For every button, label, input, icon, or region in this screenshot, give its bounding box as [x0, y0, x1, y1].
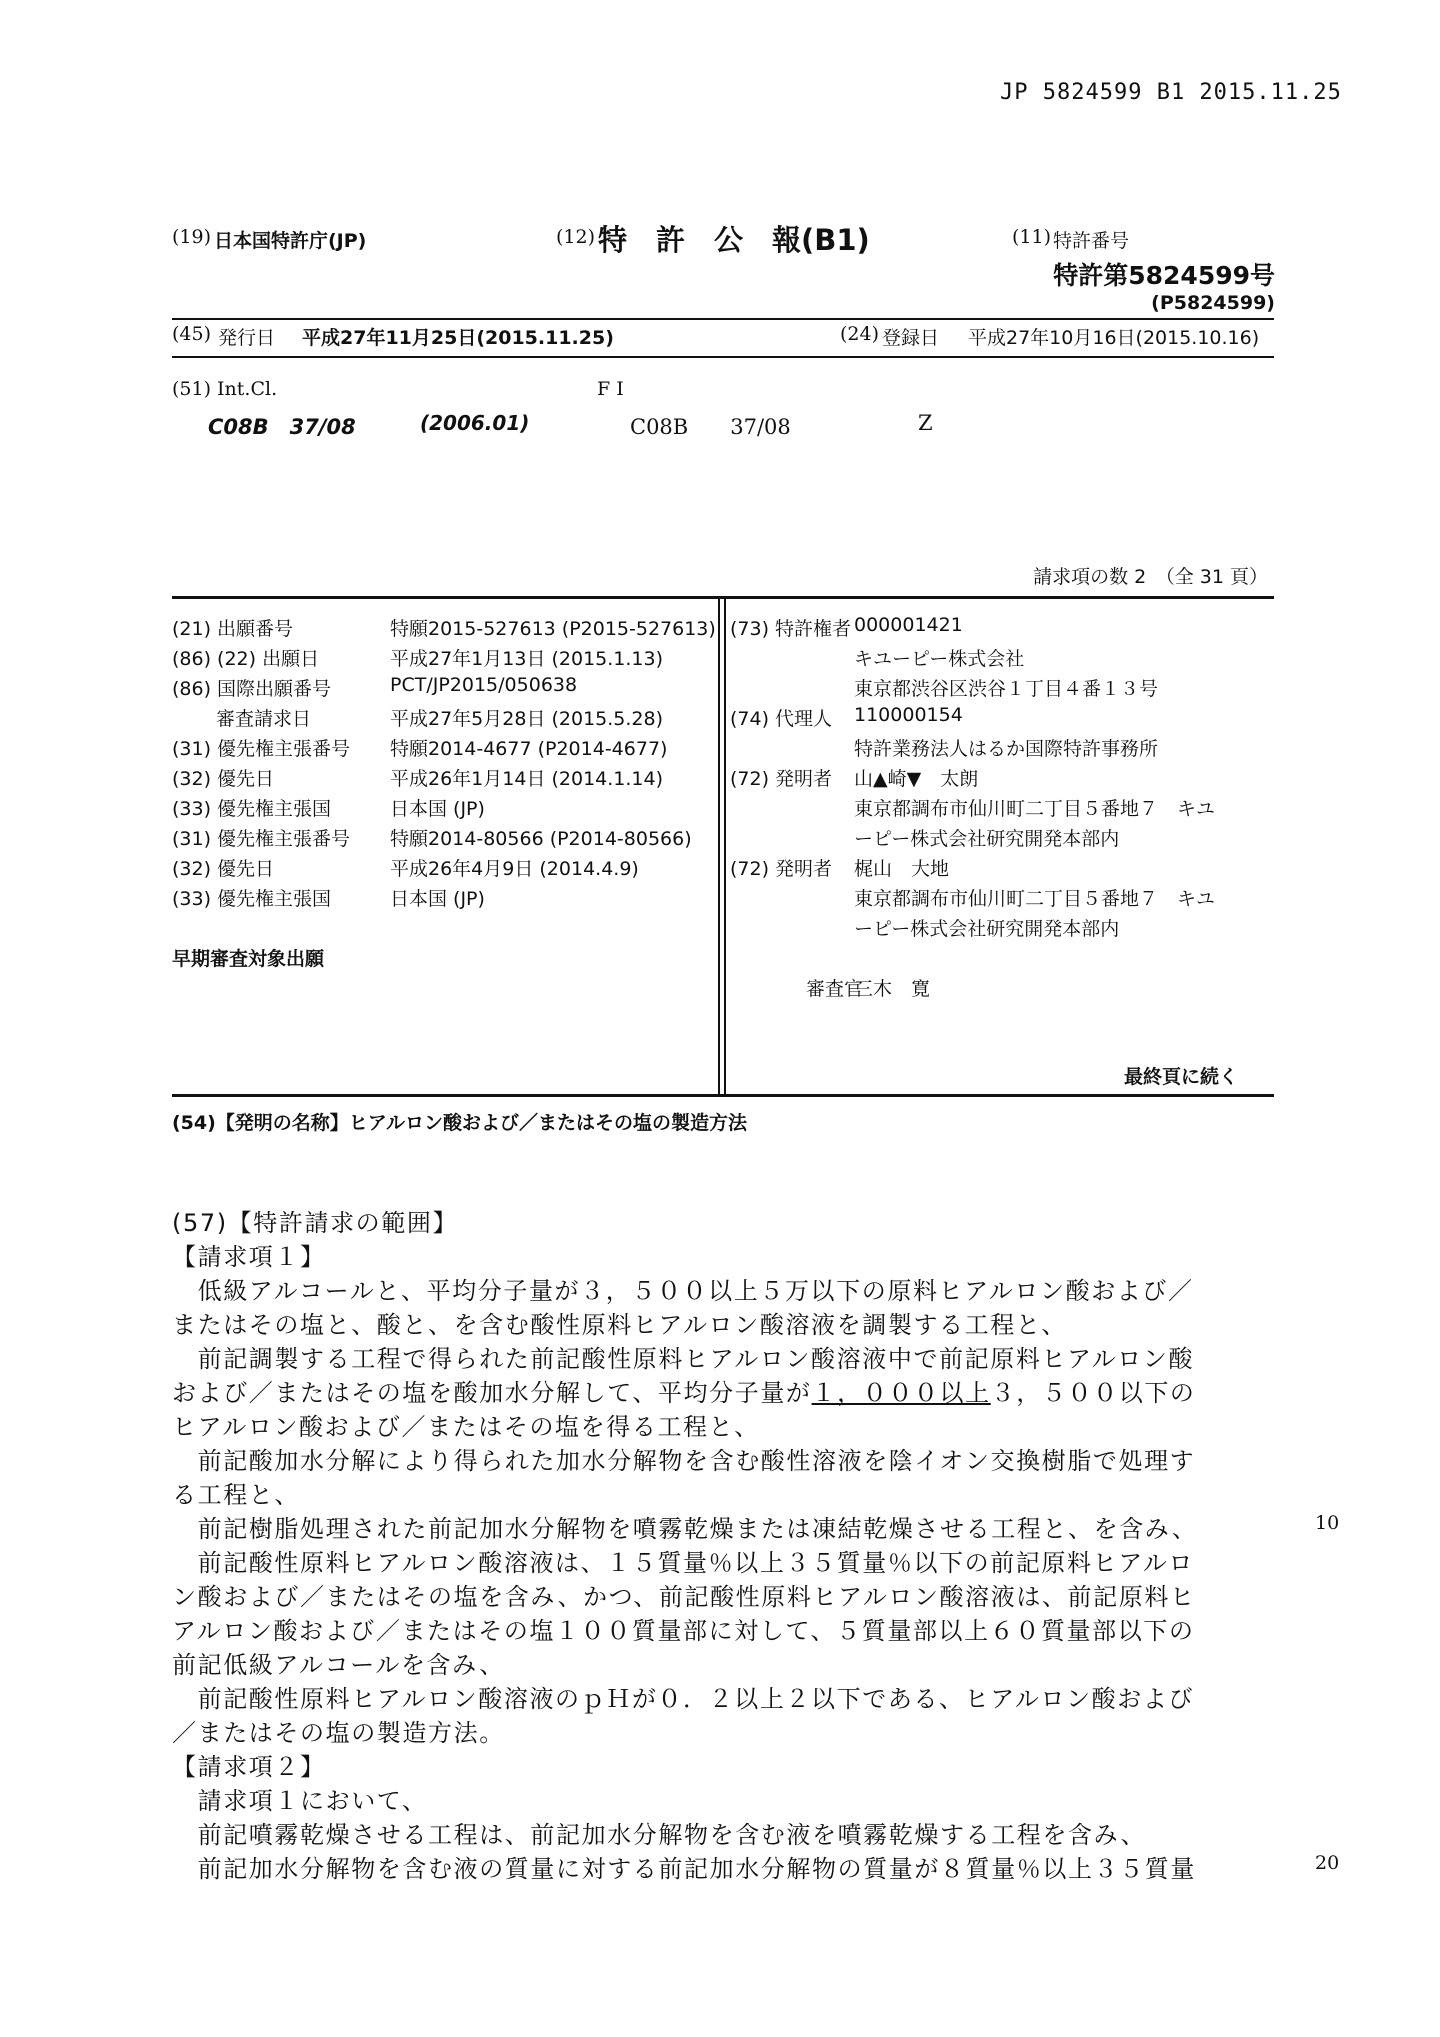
- claim-line: 前記調製する工程で得られた前記酸性原料ヒアルロン酸溶液中で前記原料ヒアルロン酸: [172, 1345, 1195, 1373]
- bib-left: (21) 出願番号 特願2015-527613 (P2015-527613) (86) (22) 出願日 平成27年1月13日 (2015.1.13) (86) 国際出願番号 PCT/JP2015/050638 審査請求日 平成27年5月28日 (2015.5.28) (31) 優先権主張番号 特願2014-4677 (P2014-4677) (32) 優先日 平成26年1月14日 (2014.1.14) (33) 優先権主張国 日本国 (JP) (31) 優先権主張番号 特願2014-80566 (P2014-80566) (32) 優先日 平成26年4月9日 (2014.4.9) (33) 優先権主張国 日本国 (JP): [172, 618, 716, 910]
- fi-label: F I: [597, 378, 624, 400]
- continued-note: 最終頁に続く: [1123, 1066, 1238, 1088]
- claim-line: アルロン酸および／またはその塩１００質量部に対して、５質量部以上６０質量部以下の: [172, 1617, 1195, 1645]
- claim-line: 請求項１において、: [172, 1787, 428, 1815]
- patent-number-label: 特許番号: [1053, 230, 1130, 252]
- intcl-version: (2006.01): [420, 411, 530, 435]
- fi-suffix: Z: [918, 411, 933, 435]
- claim-line: ／またはその塩の製造方法。: [172, 1719, 505, 1747]
- office-name: 日本国特許庁(JP): [214, 230, 367, 252]
- claim-line: [172, 1373, 1196, 1408]
- line-number-20: 20: [1315, 1852, 1340, 1874]
- claim-line-part: および／またはその塩を酸加水分解して、平均分子量が: [172, 1379, 812, 1407]
- line-number-10: 10: [1315, 1512, 1340, 1534]
- claim-1-heading: 【請求項１】: [172, 1243, 326, 1271]
- patent-number: 特許第5824599号: [1053, 261, 1275, 290]
- claims-count: 請求項の数 2 （全 31 頁）: [1033, 566, 1268, 588]
- divider-title: [172, 318, 1274, 320]
- claim-line: ヒアルロン酸および／またはその塩を得る工程と、: [172, 1413, 760, 1441]
- patent-number-num: (11): [1012, 226, 1052, 248]
- kind-number: (12): [556, 226, 596, 248]
- publication-kind: 特 許 公 報(B1): [598, 223, 870, 257]
- claim-line: 低級アルコールと、平均分子量が３，５００以上５万以下の原料ヒアルロン酸および／: [172, 1277, 1194, 1305]
- bib-top-rule: [172, 596, 1274, 599]
- bib-right: (73) 特許権者 000001421 キユーピー株式会社 東京都渋谷区渋谷１丁目４番１３号 (74) 代理人 110000154 特許業務法人はるか国際特許事務所 (72) 発明者 山▲崎▼ 太朗 東京都調布市仙川町二丁目５番地７ キユ ーピー株式会社研究開発本部内 (72) 発明者 梶山 大地 東京都調布市仙川町二丁目５番地７ キユ ーピー株式会社研究開発本部内 審査官 三木 寛: [730, 614, 1216, 1000]
- patent-number-alt: (P5824599): [1151, 292, 1275, 314]
- issue-date: 平成27年11月25日(2015.11.25): [302, 327, 614, 349]
- registration-number: (24): [840, 323, 880, 345]
- claim-line: 前記樹脂処理された前記加水分解物を噴霧乾燥または凍結乾燥させる工程と、を含み、: [172, 1515, 1198, 1543]
- claim-line: 前記加水分解物を含む液の質量に対する前記加水分解物の質量が８質量％以上３５質量: [172, 1855, 1196, 1883]
- claim-line: 前記噴霧乾燥させる工程は、前記加水分解物を含む液を噴霧乾燥する工程を含み、: [172, 1821, 1147, 1849]
- claims-heading: (57)【特許請求の範囲】: [172, 1209, 459, 1237]
- claim-line: 前記酸性原料ヒアルロン酸溶液は、１５質量％以上３５質量％以下の前記原料ヒアルロ: [172, 1549, 1195, 1577]
- claim-line: 前記酸性原料ヒアルロン酸溶液のｐＨが０．２以上２以下である、ヒアルロン酸および: [172, 1685, 1195, 1713]
- claim-line-part: ３，５００以下の: [990, 1379, 1196, 1407]
- claim-line: またはその塩と、酸と、を含む酸性原料ヒアルロン酸溶液を調製する工程と、: [172, 1311, 1068, 1339]
- bib-divider-1: [718, 596, 720, 1094]
- claim-line: 前記低級アルコールを含み、: [172, 1651, 505, 1679]
- registration-label: 登録日: [882, 327, 940, 349]
- issue-label: 発行日: [218, 327, 276, 349]
- claim-line: ン酸および／またはその塩を含み、かつ、前記酸性原料ヒアルロン酸溶液は、前記原料ヒ: [172, 1583, 1196, 1611]
- fi-code: C08B 37/08: [630, 415, 791, 439]
- issue-number: (45): [172, 323, 212, 345]
- bib-bottom-rule: [172, 1094, 1274, 1097]
- bib-divider-2: [724, 596, 726, 1094]
- claim-underlined-amendment: １，０００以上: [811, 1379, 991, 1407]
- claim-2-heading: 【請求項２】: [172, 1753, 326, 1781]
- office-number: (19): [172, 226, 212, 248]
- intcl-code: C08B 37/08: [208, 415, 356, 439]
- claim-line: る工程と、: [172, 1481, 300, 1509]
- invention-title: (54)【発明の名称】ヒアルロン酸および／またはその塩の製造方法: [172, 1112, 748, 1134]
- early-exam-note: 早期審査対象出願: [172, 948, 325, 970]
- intcl-label: (51) Int.Cl.: [172, 378, 278, 400]
- claim-line: 前記酸加水分解により得られた加水分解物を含む酸性溶液を陰イオン交換樹脂で処理す: [172, 1447, 1196, 1475]
- document-id: JP 5824599 B1 2015.11.25: [1000, 80, 1342, 105]
- registration-date: 平成27年10月16日(2015.10.16): [968, 327, 1260, 349]
- divider-issue: [172, 356, 1274, 358]
